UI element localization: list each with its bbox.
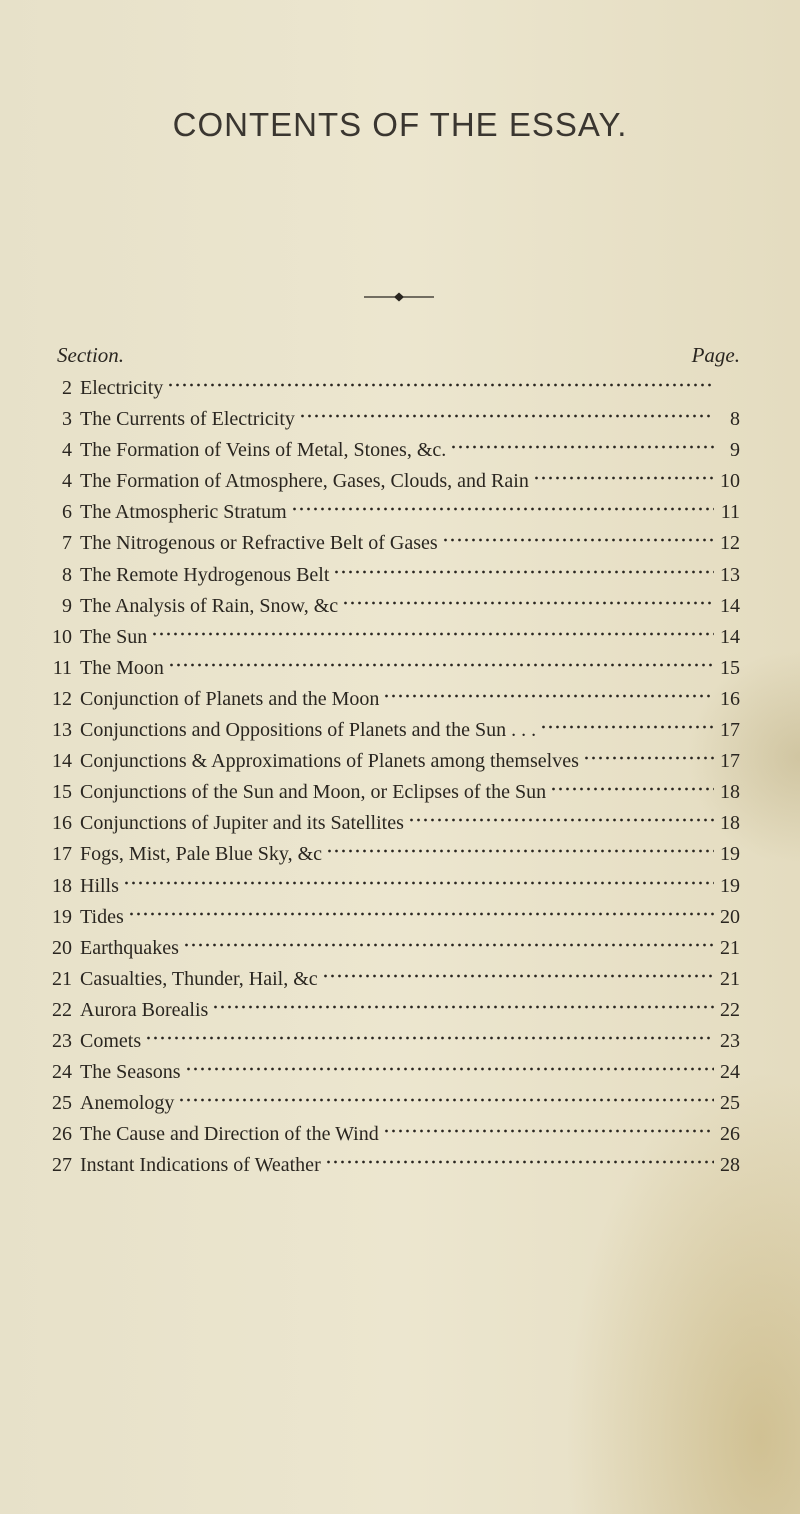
table-of-contents — [50, 373, 740, 1181]
section-title: The Cause and Direction of the Wind — [80, 1123, 379, 1146]
section-title: The Sun — [80, 625, 148, 648]
page-number: 14 — [720, 625, 740, 648]
section-title: Earthquakes — [80, 936, 179, 959]
toc-entry — [50, 528, 740, 559]
section-title: The Moon — [80, 656, 164, 679]
toc-entry — [50, 591, 740, 622]
section-title: Comets — [80, 1029, 142, 1052]
toc-entry — [50, 497, 740, 528]
section-number: 13 — [52, 719, 72, 742]
dot-leader — [151, 630, 714, 638]
toc-entry — [50, 1057, 740, 1088]
section-number: 4 — [62, 470, 72, 493]
page-number: 18 — [720, 781, 740, 804]
section-column-label: Section. — [57, 343, 125, 367]
dot-leader — [442, 536, 714, 544]
section-number: 14 — [52, 750, 72, 773]
dot-leader — [183, 941, 714, 949]
page-number: 23 — [720, 1029, 740, 1052]
page-number: 18 — [720, 812, 740, 835]
section-number: 20 — [52, 936, 72, 959]
section-number: 10 — [52, 625, 72, 648]
dot-leader — [168, 661, 714, 669]
section-title: The Seasons — [80, 1061, 181, 1084]
toc-header — [57, 343, 740, 369]
divider-ornament-icon — [364, 291, 434, 303]
section-title: The Formation of Atmosphere, Gases, Clouds, and Rain — [80, 470, 529, 493]
section-title: Electricity — [80, 377, 164, 399]
toc-entry — [50, 715, 740, 746]
page-number: 13 — [720, 563, 740, 586]
toc-entry — [50, 1119, 740, 1150]
page-number: 11 — [720, 501, 740, 524]
dot-leader — [185, 1065, 714, 1073]
dot-leader — [583, 754, 714, 762]
section-number: 4 — [62, 439, 72, 462]
page-number: 9 — [730, 439, 740, 462]
page-number: 22 — [720, 998, 740, 1021]
section-number: 19 — [52, 905, 72, 928]
page-number: 25 — [720, 1092, 740, 1115]
section-title: Instant Indications of Weather — [80, 1154, 321, 1177]
page-number: 28 — [720, 1154, 740, 1177]
section-title: Conjunctions & Approximations of Planets among themselves — [80, 750, 579, 773]
section-number: 23 — [52, 1029, 72, 1052]
toc-entry — [50, 1088, 740, 1119]
page-number: 24 — [720, 1061, 740, 1084]
toc-entry — [50, 1026, 740, 1057]
toc-entry — [50, 995, 740, 1026]
page-number: 21 — [720, 936, 740, 959]
section-title: Tides — [80, 905, 124, 928]
toc-entry — [50, 653, 740, 684]
section-number: 12 — [52, 687, 72, 710]
dot-leader — [540, 723, 714, 731]
page-number: 19 — [720, 874, 740, 897]
section-title: The Nitrogenous or Refractive Belt of Gases — [80, 532, 438, 555]
dot-leader — [550, 785, 714, 793]
page-number: 14 — [720, 594, 740, 617]
section-number: 7 — [62, 532, 72, 555]
page-number: 26 — [720, 1123, 740, 1146]
toc-entry — [50, 466, 740, 497]
dot-leader — [128, 910, 714, 918]
section-title: Anemology — [80, 1092, 175, 1115]
section-number: 22 — [52, 998, 72, 1021]
toc-entry — [50, 902, 740, 933]
page-number: 12 — [720, 532, 740, 555]
toc-entry — [50, 839, 740, 870]
section-title: Fogs, Mist, Pale Blue Sky, &c — [80, 843, 323, 866]
section-number: 8 — [62, 563, 72, 586]
section-title: The Analysis of Rain, Snow, &c — [80, 594, 339, 617]
section-number: 25 — [52, 1092, 72, 1115]
section-title: Conjunctions of Jupiter and its Satellites — [80, 812, 404, 835]
dot-leader — [383, 1127, 714, 1135]
section-title: Hills — [80, 874, 119, 897]
dot-leader — [342, 599, 714, 607]
toc-entry — [50, 404, 740, 435]
dot-leader — [145, 1034, 714, 1042]
toc-entry — [50, 964, 740, 995]
toc-entry — [50, 560, 740, 591]
page-column-label: Page. — [691, 343, 740, 367]
dot-leader — [408, 816, 714, 824]
section-number: 16 — [52, 812, 72, 835]
page-number: 17 — [720, 750, 740, 773]
page-number: 10 — [720, 470, 740, 493]
toc-entry — [50, 373, 740, 404]
dot-leader — [167, 381, 714, 389]
dot-leader — [123, 879, 714, 887]
dot-leader — [325, 1158, 714, 1166]
section-number: 27 — [52, 1154, 72, 1177]
page-number: 16 — [720, 687, 740, 710]
section-number: 18 — [52, 874, 72, 897]
dot-leader — [383, 692, 714, 700]
dot-leader — [450, 443, 714, 451]
toc-entry — [50, 1150, 740, 1181]
section-number: 17 — [52, 843, 72, 866]
toc-entry — [50, 871, 740, 902]
toc-entry — [50, 746, 740, 777]
dot-leader — [533, 474, 714, 482]
page-number: 17 — [720, 719, 740, 742]
toc-entry — [50, 933, 740, 964]
section-number: 2 — [62, 377, 72, 399]
dot-leader — [326, 847, 714, 855]
section-title: The Formation of Veins of Metal, Stones, &c. — [80, 439, 447, 462]
dot-leader — [322, 972, 714, 980]
section-number: 11 — [52, 656, 72, 679]
page-number: 19 — [720, 843, 740, 866]
page-number: 21 — [720, 967, 740, 990]
dot-leader — [291, 505, 714, 513]
toc-entry — [50, 684, 740, 715]
toc-entry — [50, 808, 740, 839]
section-title: The Currents of Electricity — [80, 408, 295, 431]
dot-leader — [333, 568, 714, 576]
page-number: 15 — [720, 656, 740, 679]
section-title: The Atmospheric Stratum — [80, 501, 287, 524]
toc-entry — [50, 777, 740, 808]
section-number: 24 — [52, 1061, 72, 1084]
page-title: CONTENTS OF THE ESSAY. — [172, 106, 628, 143]
section-title: Conjunctions of the Sun and Moon, or Eclipses of the Sun — [80, 781, 547, 804]
toc-entry — [50, 435, 740, 466]
dot-leader — [178, 1096, 714, 1104]
section-number: 3 — [62, 408, 72, 431]
dot-leader — [299, 412, 714, 420]
section-number: 15 — [52, 781, 72, 804]
page-number: 20 — [720, 905, 740, 928]
section-number: 26 — [52, 1123, 72, 1146]
section-number: 6 — [62, 501, 72, 524]
section-title: Aurora Borealis — [80, 998, 209, 1021]
section-title: Conjunction of Planets and the Moon — [80, 687, 380, 710]
toc-entry — [50, 622, 740, 653]
page-number: 8 — [730, 408, 740, 431]
section-title: The Remote Hydrogenous Belt — [80, 563, 330, 586]
section-title: Casualties, Thunder, Hail, &c — [80, 967, 318, 990]
dot-leader — [212, 1003, 714, 1011]
section-number: 9 — [62, 594, 72, 617]
section-title: Conjunctions and Oppositions of Planets and the Sun . . . — [80, 719, 537, 742]
section-number: 21 — [52, 967, 72, 990]
